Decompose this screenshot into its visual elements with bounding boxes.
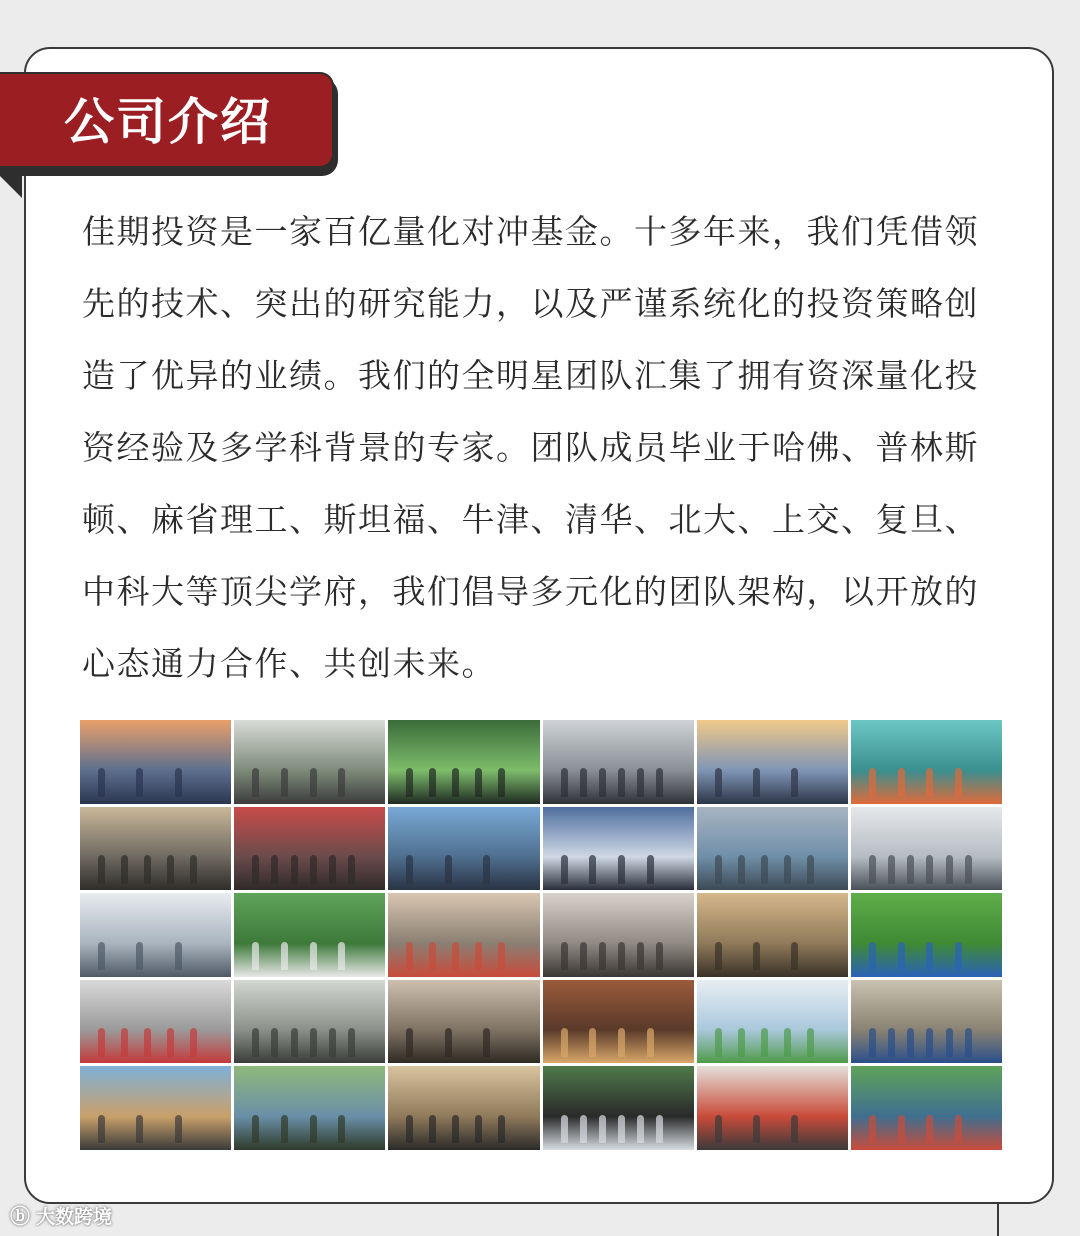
- gallery-photo-open-office: [80, 893, 231, 977]
- photo-figure: [136, 942, 143, 970]
- photo-figure: [618, 1115, 625, 1143]
- photo-figure: [599, 1115, 606, 1143]
- photo-figure: [475, 942, 482, 970]
- photo-figure: [175, 768, 182, 796]
- photo-figure: [807, 855, 814, 883]
- photo-figure: [965, 855, 972, 883]
- photo-figure: [715, 1115, 722, 1143]
- photo-figure: [98, 855, 105, 883]
- photo-figure: [869, 942, 876, 970]
- gallery-photo-group-photo-indoor: [543, 893, 694, 977]
- gallery-photo-air-dome-field: [697, 980, 848, 1064]
- photo-figure: [475, 1115, 482, 1143]
- photo-figure: [656, 768, 663, 796]
- photo-figure: [291, 1028, 298, 1056]
- photo-figure: [144, 855, 151, 883]
- photo-figure: [406, 768, 413, 796]
- gallery-photo-city-skyline-sunset: [80, 720, 231, 804]
- photo-figure: [647, 1028, 654, 1056]
- photo-figure: [869, 855, 876, 883]
- photo-figure: [98, 768, 105, 796]
- photo-figure: [175, 1115, 182, 1143]
- photo-figure: [338, 1115, 345, 1143]
- gallery-photo-dinner-table: [697, 893, 848, 977]
- photo-figure: [252, 1115, 259, 1143]
- photo-figure: [589, 855, 596, 883]
- photo-figure: [580, 942, 587, 970]
- photo-figure: [445, 1028, 452, 1056]
- photo-figure: [271, 855, 278, 883]
- photo-figure: [955, 942, 962, 970]
- gallery-photo-karting-driver: [543, 807, 694, 891]
- photo-figure: [452, 768, 459, 796]
- photo-figure: [791, 768, 798, 796]
- photo-figure: [190, 855, 197, 883]
- photo-figure: [869, 1028, 876, 1056]
- divider: [997, 1204, 999, 1236]
- photo-figure: [252, 768, 259, 796]
- photo-figure: [898, 1115, 905, 1143]
- photo-figure: [406, 1028, 413, 1056]
- intro-line: 佳期投资是一家百亿量化对冲基金。十多年来，我们凭借领: [82, 212, 979, 251]
- photo-figure: [483, 855, 490, 883]
- gallery-photo-team-dinner-room: [388, 980, 539, 1064]
- photo-figure: [98, 1028, 105, 1056]
- photo-figure: [498, 768, 505, 796]
- photo-figure: [926, 768, 933, 796]
- photo-figure: [807, 1028, 814, 1056]
- section-tab-fold: [0, 176, 22, 198]
- photo-figure: [618, 855, 625, 883]
- photo-figure: [656, 1115, 663, 1143]
- watermark-logo-icon: ⓑ: [10, 1204, 30, 1228]
- photo-figure: [271, 1028, 278, 1056]
- intro-line: 中科大等顶尖学府，我们倡导多元化的团队架构，以开放的: [82, 572, 979, 611]
- gallery-photo-go-kart-track: [388, 720, 539, 804]
- photo-figure: [406, 855, 413, 883]
- photo-figure: [406, 1115, 413, 1143]
- photo-figure: [121, 1028, 128, 1056]
- photo-figure: [791, 1115, 798, 1143]
- gallery-photo-theme-park-street: [80, 1066, 231, 1150]
- photo-figure: [888, 1028, 895, 1056]
- gallery-photo-office-lounge: [234, 980, 385, 1064]
- photo-figure: [310, 1115, 317, 1143]
- photo-figure: [561, 855, 568, 883]
- photo-figure: [907, 1028, 914, 1056]
- photo-figure: [291, 855, 298, 883]
- photo-figure: [252, 1028, 259, 1056]
- photo-figure: [136, 768, 143, 796]
- gallery-photo-office-workspace: [851, 807, 1002, 891]
- photo-figure: [561, 1028, 568, 1056]
- photo-figure: [348, 1028, 355, 1056]
- photo-figure: [281, 768, 288, 796]
- photo-figure: [310, 768, 317, 796]
- photo-figure: [589, 1028, 596, 1056]
- photo-figure: [784, 855, 791, 883]
- photo-figure: [753, 942, 760, 970]
- photo-figure: [761, 855, 768, 883]
- photo-figure: [580, 1115, 587, 1143]
- photo-figure: [561, 1115, 568, 1143]
- photo-figure: [791, 942, 798, 970]
- intro-paragraph: [82, 196, 1002, 700]
- intro-line: 造了优异的业绩。我们的全明星团队汇集了拥有资深量化投: [82, 356, 979, 395]
- photo-figure: [926, 1028, 933, 1056]
- photo-figure: [329, 1028, 336, 1056]
- watermark: [10, 1203, 112, 1229]
- photo-figure: [281, 1115, 288, 1143]
- photo-figure: [310, 855, 317, 883]
- photo-figure: [965, 1028, 972, 1056]
- photo-figure: [475, 768, 482, 796]
- photo-figure: [738, 855, 745, 883]
- photo-figure: [715, 855, 722, 883]
- photo-figure: [599, 942, 606, 970]
- photo-figure: [637, 1115, 644, 1143]
- gallery-photo-group-photo-red-wall: [234, 807, 385, 891]
- gallery-photo-gym-stretching: [697, 1066, 848, 1150]
- photo-figure: [452, 1115, 459, 1143]
- photo-figure: [946, 855, 953, 883]
- photo-figure: [715, 768, 722, 796]
- intro-line: 资经验及多学科背景的专家。团队成员毕业于哈佛、普林斯: [82, 428, 979, 467]
- photo-figure: [561, 942, 568, 970]
- photo-figure: [599, 768, 606, 796]
- photo-figure: [898, 768, 905, 796]
- photo-gallery: [80, 720, 1002, 1150]
- photo-figure: [121, 855, 128, 883]
- photo-figure: [656, 942, 663, 970]
- photo-figure: [498, 1115, 505, 1143]
- photo-figure: [926, 855, 933, 883]
- photo-figure: [252, 855, 259, 883]
- photo-figure: [310, 1028, 317, 1056]
- intro-line: 心态通力合作、共创未来。: [82, 644, 496, 683]
- gallery-photo-badminton-court: [851, 980, 1002, 1064]
- gallery-photo-restaurant-gathering: [543, 980, 694, 1064]
- photo-figure: [955, 1115, 962, 1143]
- photo-figure: [907, 855, 914, 883]
- photo-figure: [926, 942, 933, 970]
- photo-figure: [281, 942, 288, 970]
- photo-figure: [445, 855, 452, 883]
- intro-line: 顿、麻省理工、斯坦福、牛津、清华、北大、上交、复旦、: [82, 500, 979, 539]
- photo-figure: [429, 1115, 436, 1143]
- photo-figure: [955, 768, 962, 796]
- gallery-photo-lecture-room: [388, 893, 539, 977]
- gallery-photo-start-arch-team: [543, 1066, 694, 1150]
- photo-figure: [483, 1028, 490, 1056]
- photo-figure: [869, 768, 876, 796]
- photo-figure: [761, 1028, 768, 1056]
- photo-figure: [167, 1028, 174, 1056]
- photo-figure: [715, 1028, 722, 1056]
- photo-figure: [498, 942, 505, 970]
- photo-figure: [618, 1028, 625, 1056]
- photo-figure: [715, 942, 722, 970]
- photo-figure: [561, 768, 568, 796]
- gallery-photo-soccer-player: [851, 893, 1002, 977]
- watermark-text: 大数跨境: [36, 1206, 113, 1228]
- photo-figure: [753, 768, 760, 796]
- gallery-photo-team-sports-court: [851, 720, 1002, 804]
- photo-figure: [738, 1028, 745, 1056]
- gallery-photo-kart-race-outdoor: [234, 1066, 385, 1150]
- photo-figure: [898, 942, 905, 970]
- photo-figure: [348, 855, 355, 883]
- photo-figure: [98, 942, 105, 970]
- gallery-photo-rainbow-skyline: [697, 807, 848, 891]
- gallery-photo-presentation-room: [543, 720, 694, 804]
- intro-line: 先的技术、突出的研究能力，以及严谨系统化的投资策略创: [82, 284, 979, 323]
- section-title: 公司介绍: [64, 93, 272, 151]
- gallery-photo-football-field: [234, 893, 385, 977]
- photo-figure: [946, 1028, 953, 1056]
- photo-figure: [406, 942, 413, 970]
- photo-figure: [618, 768, 625, 796]
- photo-figure: [98, 1115, 105, 1143]
- photo-figure: [338, 942, 345, 970]
- photo-figure: [647, 855, 654, 883]
- photo-figure: [167, 855, 174, 883]
- photo-figure: [869, 1115, 876, 1143]
- gallery-photo-group-photo-outdoor: [388, 807, 539, 891]
- photo-figure: [618, 942, 625, 970]
- photo-figure: [329, 855, 336, 883]
- photo-figure: [926, 1115, 933, 1143]
- photo-figure: [429, 768, 436, 796]
- photo-figure: [310, 942, 317, 970]
- photo-figure: [175, 942, 182, 970]
- gallery-photo-team-meeting: [234, 720, 385, 804]
- photo-figure: [190, 1028, 197, 1056]
- gallery-photo-basketball-court: [388, 1066, 539, 1150]
- gallery-photo-racing-suits-tunnel: [80, 980, 231, 1064]
- photo-figure: [888, 855, 895, 883]
- gallery-photo-group-photo-office: [80, 807, 231, 891]
- gallery-photo-lawn-picnic: [851, 1066, 1002, 1150]
- photo-figure: [580, 768, 587, 796]
- photo-figure: [429, 942, 436, 970]
- photo-figure: [637, 768, 644, 796]
- photo-figure: [784, 1028, 791, 1056]
- photo-figure: [144, 1028, 151, 1056]
- photo-figure: [637, 942, 644, 970]
- photo-figure: [252, 942, 259, 970]
- photo-figure: [136, 1115, 143, 1143]
- photo-figure: [338, 768, 345, 796]
- photo-figure: [753, 1115, 760, 1143]
- photo-figure: [452, 942, 459, 970]
- gallery-photo-office-window-view: [697, 720, 848, 804]
